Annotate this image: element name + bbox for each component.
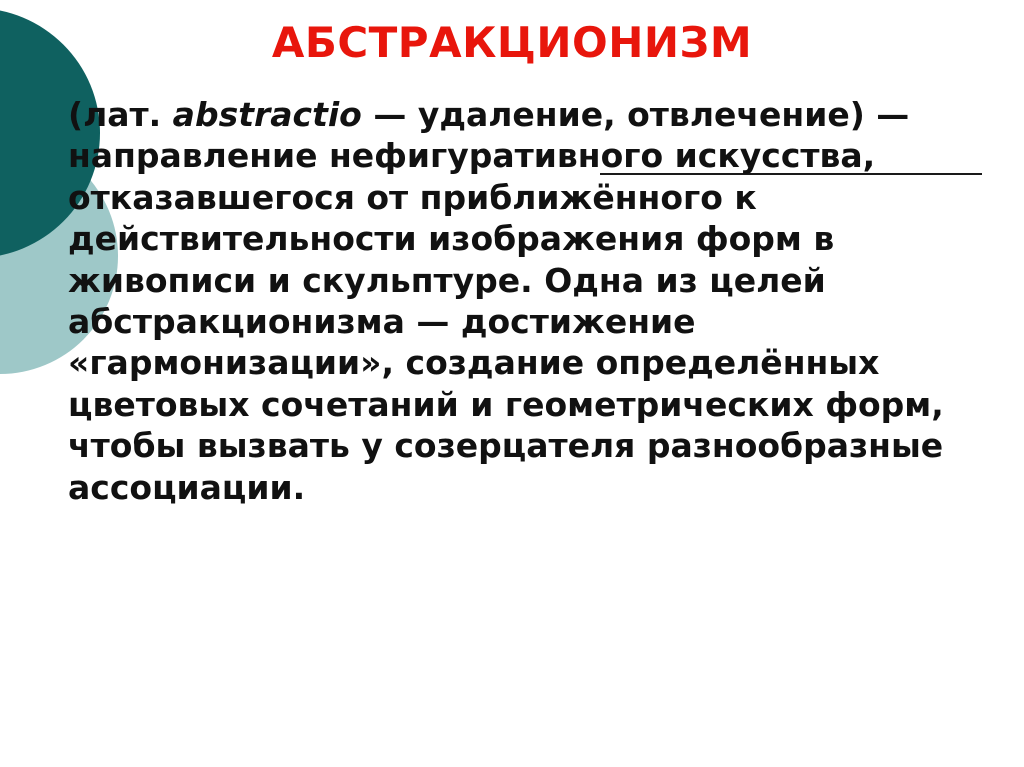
slide-title: АБСТРАКЦИОНИЗМ: [271, 18, 753, 67]
slide-body-text: [68, 94, 968, 508]
latin-term: abstractio: [172, 95, 362, 134]
body-main-text: — удаление, отвлечение) — направление нефигуративного искусства, отказавшегося от приближённого к действительности изображения форм в живописи и скульптуре. Одна из целей абстракционизма — достижение «гармонизации», создание определённых цветовых сочетаний и геометрических форм, чтобы вызвать у созерцателя разнообразные ассоциации.: [68, 95, 944, 507]
body-lead-open: (лат.: [68, 95, 173, 134]
